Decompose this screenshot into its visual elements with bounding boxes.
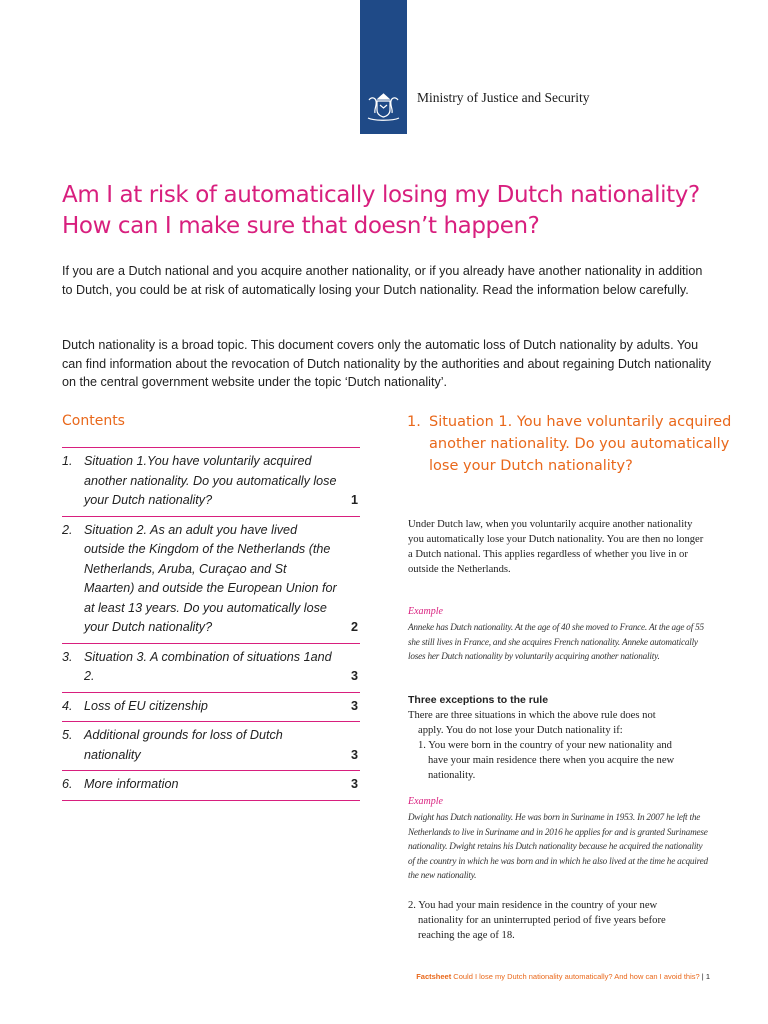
contents-heading: Contents: [62, 413, 125, 429]
footer-label: Factsheet: [416, 972, 452, 981]
toc-item-number: 2.: [62, 522, 73, 537]
toc-item-4[interactable]: [62, 693, 360, 723]
example-1-label: Example: [408, 606, 443, 617]
toc-item-number: 3.: [62, 649, 73, 664]
table-of-contents: [62, 447, 360, 801]
document-title: [62, 180, 742, 242]
title-line-2: How can I make sure that doesn’t happen?: [62, 213, 540, 239]
toc-item-number: 1.: [62, 454, 73, 468]
exceptions-intro-line-1: There are three situations in which the above rule does not: [408, 710, 656, 721]
example-2-label: Example: [408, 796, 443, 807]
toc-item-3[interactable]: [62, 644, 360, 693]
exceptions-heading: Three exceptions to the rule: [408, 694, 549, 706]
exception-2-line-1: 2. You had your main residence in the country of your new: [408, 900, 658, 911]
coat-of-arms-icon: [363, 86, 404, 124]
exception-2: [408, 898, 708, 943]
footer-text: Could I lose my Dutch nationality automatically? And how can I avoid this?: [453, 972, 700, 981]
toc-item-1[interactable]: [62, 448, 360, 517]
section-heading-text: Situation 1. You have voluntarily acquired another nationality. Do you automatically lose your Dutch nationality?: [429, 414, 732, 474]
toc-item-text: Situation 3. A combination of situations 1and 2.: [84, 649, 332, 683]
toc-item-page: 2: [350, 620, 358, 634]
toc-item-text: Loss of EU citizenship: [84, 698, 208, 713]
logo-bar: [360, 0, 407, 134]
page-footer: [416, 972, 710, 981]
ministry-name: Ministry of Justice and Security: [417, 90, 590, 105]
intro-paragraph-2: Dutch nationality is a broad topic. This document covers only the automatic loss of Dutch nationality by adults. You can find information about the revocation of Dutch nationality by the authorities and about regaining Dutch nationality on the central government website under the topic ‘Dutch nationality’.: [62, 338, 711, 389]
toc-item-page: 3: [350, 777, 358, 791]
toc-item-page: 3: [350, 698, 358, 713]
toc-item-page: 3: [350, 669, 358, 683]
section-1-heading: [407, 411, 737, 477]
page-number: 1: [705, 972, 710, 981]
intro-paragraph-1: If you are a Dutch national and you acquire another nationality, or if you already have another nationality in addition to Dutch, you could be at risk of automatically losing your Dutch nationality. Read the information below carefully.: [62, 264, 703, 297]
section-number: 1.: [407, 414, 421, 430]
title-line-1: Am I at risk of automatically losing my Dutch nationality?: [62, 182, 700, 208]
toc-item-text: Additional grounds for loss of Dutch nationality: [84, 728, 283, 762]
toc-item-number: 6.: [62, 777, 73, 791]
exception-2-line-2: nationality for an uninterrupted period of five years before reaching the age of 18.: [418, 915, 666, 941]
toc-item-page: 1: [350, 493, 358, 507]
example-2-text: Dwight has Dutch nationality. He was born in Suriname in 1953. In 2007 he left the Netherlands to live in Suriname and in 2016 he applies for and is granted Surinamese nationality. Dwight retains his Dutch nationality because he acquired the nationality of the country in which he was born and in which he also lived at the time he acquired the new nationality.: [408, 812, 708, 880]
toc-item-6[interactable]: [62, 771, 360, 801]
toc-item-5[interactable]: [62, 722, 360, 771]
exception-1-line-1: 1. You were born in the country of your new nationality and: [418, 740, 672, 751]
toc-item-2[interactable]: [62, 517, 360, 644]
exceptions-intro: [408, 708, 708, 783]
section-1-body: Under Dutch law, when you voluntarily acquire another nationality you automatically lose your Dutch nationality. You are then no longer a Dutch national. This applies regardless of whether you live in or outside the Netherlands.: [408, 519, 704, 575]
example-1-text: Anneke has Dutch nationality. At the age of 40 she moved to France. At the age of 55 she still lives in France, and she acquires French nationality. Anneke automatically loses her Dutch nationality by voluntarily acquiring another nationality.: [408, 622, 704, 661]
toc-item-text: Situation 2. As an adult you have lived outside the Kingdom of the Netherlands (the Netherlands, Aruba, Curaçao and St Maarten) and outside the European Union for at least 13 years. Do you automatically lose your Dutch nationality?: [84, 522, 337, 634]
toc-item-text: More information: [84, 777, 179, 791]
toc-item-text: Situation 1.You have voluntarily acquired another nationality. Do you automatically lose your Dutch nationality?: [84, 454, 337, 507]
toc-item-page: 3: [350, 747, 358, 762]
toc-item-number: 5.: [62, 728, 73, 742]
exceptions-intro-line-2: apply. You do not lose your Dutch nationality if:: [418, 725, 623, 736]
toc-item-number: 4.: [62, 698, 73, 713]
footer-separator: |: [701, 972, 704, 981]
exception-1-line-2: have your main residence there when you acquire the new nationality.: [428, 755, 675, 781]
